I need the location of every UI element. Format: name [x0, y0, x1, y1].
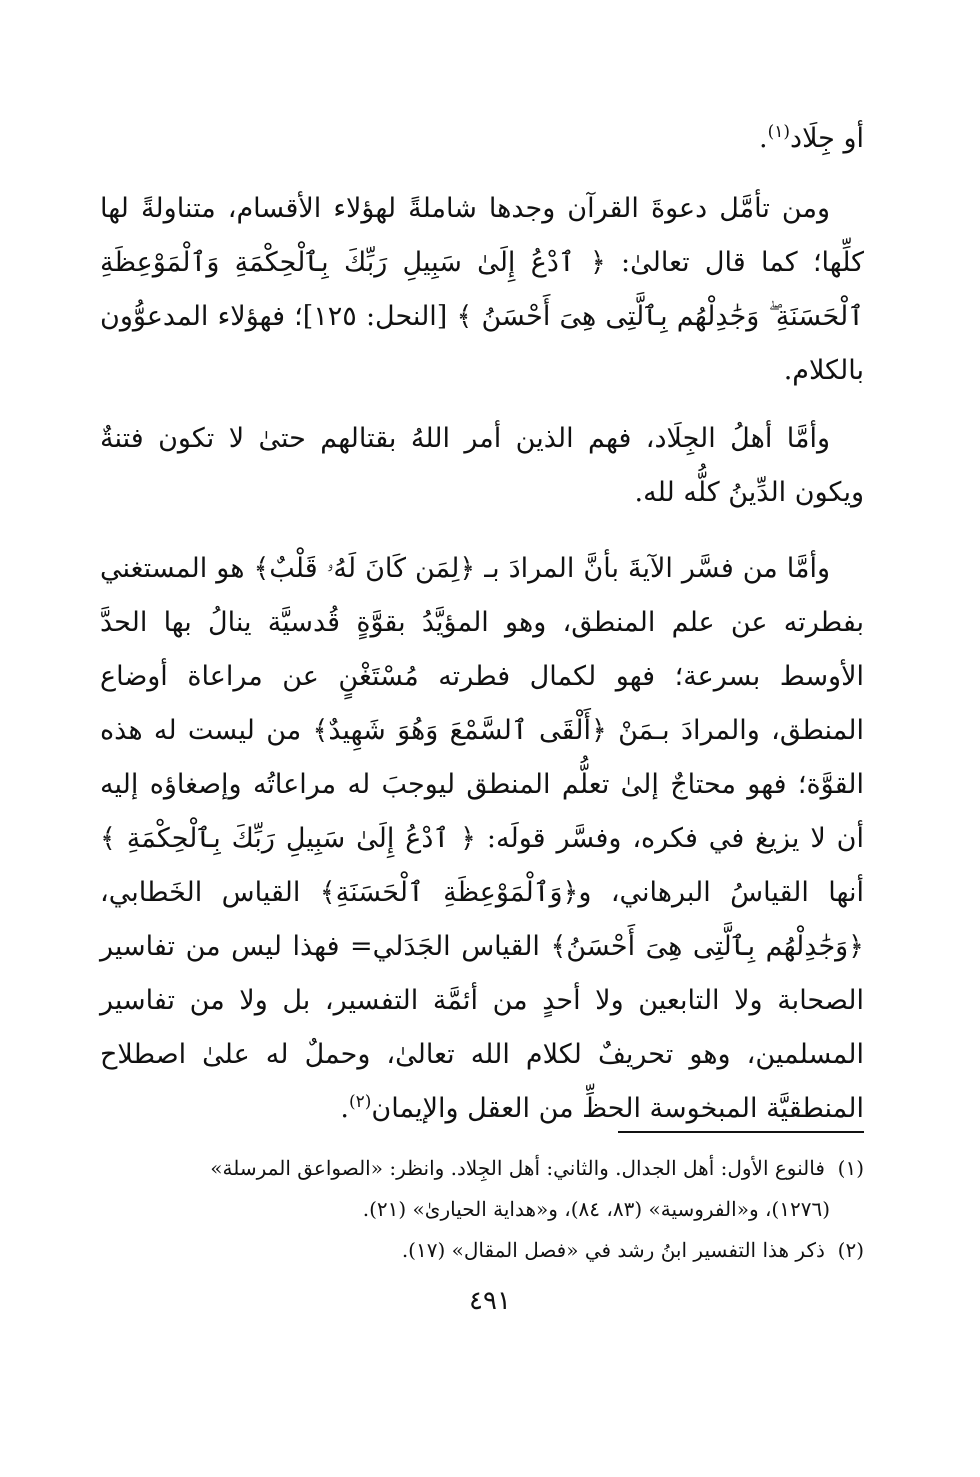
main-text	[100, 112, 864, 1136]
paragraph-3-period: .	[340, 1093, 349, 1124]
footnote-separator	[618, 1131, 864, 1133]
footnote-ref-2[interactable]: (٢)	[349, 1092, 372, 1112]
footnote-1-continued: (١٢٧٦)، و«الفروسية» (٨٣، ٨٤)، و«هداية الحيارىٰ» (٢١).	[362, 1197, 830, 1221]
opening-text: أو جِلَاد	[790, 123, 864, 154]
footnote-1	[100, 1148, 864, 1189]
footnotes	[100, 1148, 864, 1271]
footnote-2	[100, 1230, 864, 1271]
opening-period: .	[759, 123, 768, 154]
footnote-ref-1[interactable]: (١)	[767, 122, 791, 142]
footnote-1-marker: (١)	[837, 1156, 864, 1180]
footnote-1-text: فالنوع الأول: أهل الجدال. والثاني: أهل الجِلاد. وانظر: «الصواعق المرسلة»	[210, 1156, 825, 1180]
paragraph-2: وأمَّا أهلُ الجِلَاد، فهم الذين أمر اللهُ بقتالهم حتىٰ لا تكون فتنةٌ ويكون الدِّينُ كلُّه لله.	[100, 423, 864, 508]
paragraph-3-text: وأمَّا من فسَّر الآيةَ بأنَّ المرادَ بـ ﴿لِمَن كَانَ لَهُۥ قَلْبٌ﴾ هو المستغني بفطرته عن علم المنطق، وهو المؤيَّدُ بقوَّةٍ قُدسيَّة ينالُ بها الحدَّ الأوسط بسرعة؛ فهو لكمال فطرته مُسْتَغْنٍ عن مراعاة أوضاع المنطق، والمرادَ بـمَنْ ﴿أَلْقَى ٱلسَّمْعَ وَهُوَ شَهِيدٌ﴾ من ليست له هذه القوَّة؛ فهو محتاجٌ إلىٰ تعلُّم المنطق ليوجبَ له مراعاتُه وإصغاؤه إليه أن لا يزيغ في فكره، وفسَّر قولَه: ﴿ ٱدْعُ إِلَىٰ سَبِيلِ رَبِّكَ بِٱلْحِكْمَةِ ﴾ أنها القياسُ البرهاني، و﴿وَٱلْمَوْعِظَةِ ٱلْحَسَنَةِ﴾ القياس الخَطابي، ﴿وَجَٰدِلْهُم بِٱلَّتِى هِىَ أَحْسَنُ﴾ القياس الجَدَلي= فهذا ليس من تفاسير الصحابة ولا التابعين ولا أحدٍ من أئمَّة التفسير، بل ولا من تفاسير المسلمين، وهو تحريفٌ لكلام الله تعالىٰ، وحملٌ له علىٰ اصطلاح المنطقيَّة المبخوسة الحظِّ من العقل والإيمان	[100, 553, 864, 1124]
footnote-2-text: ذكر هذا التفسير ابنُ رشد في «فصل المقال» (١٧).	[401, 1238, 825, 1262]
page-number: ٤٩١	[469, 1286, 511, 1316]
footnote-2-marker: (٢)	[837, 1238, 864, 1262]
opening-line	[100, 112, 864, 166]
paragraph-3	[100, 542, 864, 1136]
paragraph-1: ومن تأمَّل دعوةَ القرآن وجدها شاملةً لهؤلاء الأقسام، متناولةً لها كلِّها؛ كما قال تعالىٰ: ﴿ ٱدْعُ إِلَىٰ سَبِيلِ رَبِّكَ بِٱلْحِكْمَةِ وَٱلْمَوْعِظَةِ ٱلْحَسَنَةِ ۖ وَجَٰدِلْهُم بِٱلَّتِى هِىَ أَحْسَنُ ﴾ [النحل: ١٢٥]؛ فهؤلاء المدعوُّون بالكلام.	[100, 193, 864, 386]
